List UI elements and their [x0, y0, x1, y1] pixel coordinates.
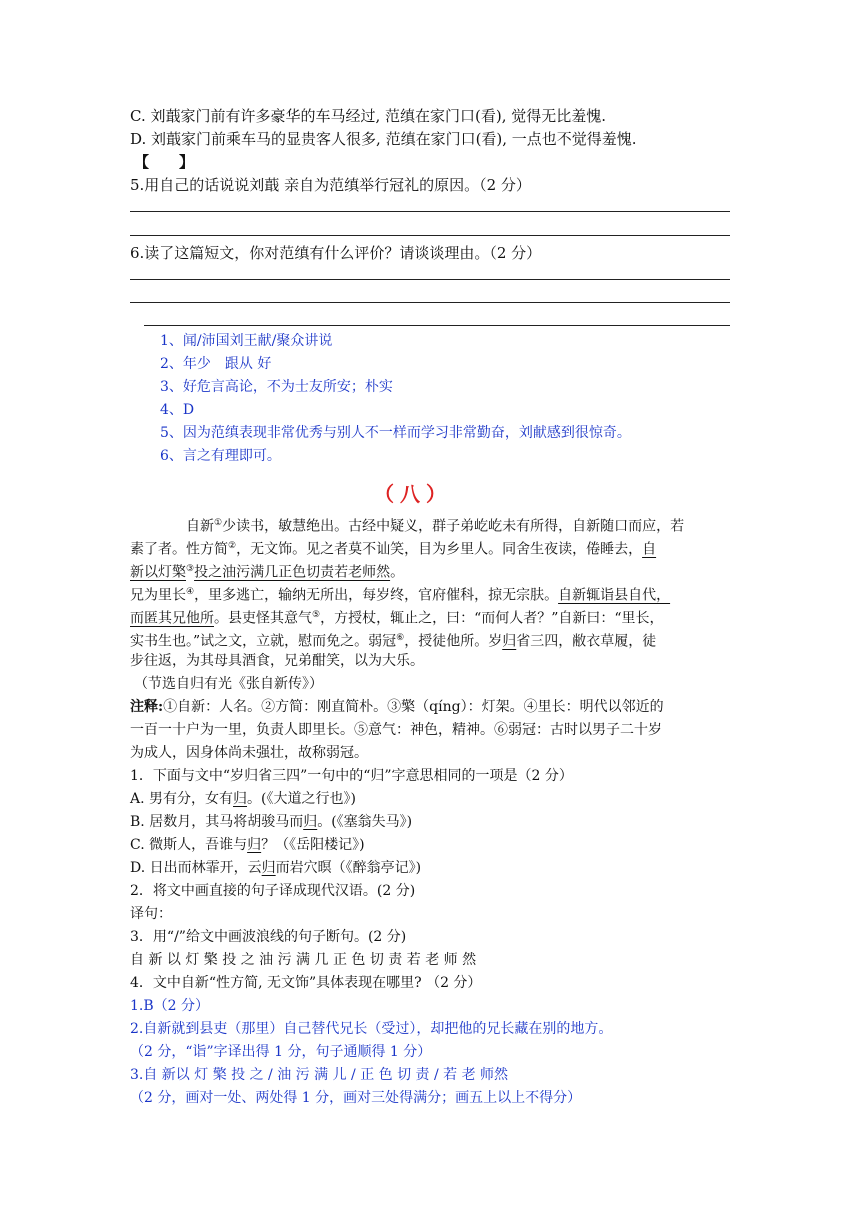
passage-line: 步往返，为其母具酒食，兄弟酣笑，以为大乐。 — [130, 653, 424, 669]
answer-item: （2 分，“诣”字译出得 1 分，句子通顺得 1 分） — [130, 1044, 432, 1060]
answer-line — [130, 279, 730, 280]
question-2: 2．将文中画直接的句子译成现代汉语。(2 分) — [130, 883, 416, 899]
answer-item: 5、因为范缜表现非常优秀与别人不一样而学习非常勤奋，刘献感到很惊奇。 — [160, 425, 631, 441]
passage-source: （节选自归有光《张自新传》） — [134, 676, 323, 692]
passage-line: 新以灯檠③投之油污满几正色切责若老师然。 — [130, 564, 405, 581]
answer-item: 6、言之有理即可。 — [160, 448, 281, 464]
passage-line: 素了者。性方简②，无文饰。见之者莫不讪笑，目为乡里人。同舍生夜读，倦睡去，自 — [130, 541, 657, 558]
question-5: 5.用自己的话说说刘蕺 亲自为范缜举行冠礼的原因。（2 分） — [130, 176, 531, 194]
answer-item: 4、D — [160, 402, 195, 418]
question-3: 3．用“/”给文中画波浪线的句子断句。(2 分) — [130, 929, 407, 945]
passage-line: 实书生也。”试之文，立就，慰而免之。弱冠⑥，授徒他所。岁归省三四，敝衣草履，徒 — [130, 633, 657, 650]
answer-line — [144, 325, 730, 326]
answer-item: 3、好危言高论，不为士友所安；朴实 — [160, 379, 393, 395]
answer-line — [130, 235, 730, 236]
q1-option-b: B. 居数月，其马将胡骏马而归。(《塞翁失马》) — [130, 814, 413, 830]
passage-line: 自新①少读书，敏慧绝出。古经中疑义，群子弟屹屹未有所得，自新随口而应，若 — [186, 518, 685, 535]
question-1: 1．下面与文中“岁归省三四”一句中的“归”字意思相同的一项是（2 分） — [130, 768, 573, 784]
q1-option-c: C. 微斯人，吾谁与归？（《岳阳楼记》) — [130, 837, 365, 853]
passage-line: 而匿其兄他所。县吏怪其意气⑤，方授杖，辄止之，曰：“而何人者？”自新曰：“里长， — [130, 610, 664, 627]
q1-option-a: A. 男有分，女有归。(《大道之行也》) — [130, 791, 356, 807]
answer-bracket: 【 】 — [134, 153, 195, 171]
option-c: C. 刘蕺家门前有许多豪华的车马经过, 范缜在家门口(看), 觉得无比羞愧. — [130, 107, 607, 125]
answer-line — [130, 302, 730, 303]
answer-item: 1.B（2 分） — [130, 998, 210, 1014]
answer-item: （2 分，画对一处、两处得 1 分，画对三处得满分；画五上以上不得分） — [130, 1090, 582, 1106]
notes-line: 为成人，因身体尚未强壮，故称弱冠。 — [130, 745, 368, 761]
answer-item: 2.自新就到县吏（那里）自己替代兄长（受过），却把他的兄长藏在别的地方。 — [130, 1021, 613, 1037]
answer-item: 1、闻/沛国刘王献/聚众讲说 — [160, 333, 333, 349]
translation-label: 译句： — [130, 906, 172, 922]
section-title: （八） — [374, 482, 452, 506]
answer-line — [130, 211, 730, 212]
passage-line: 兄为里长④，里多逃亡，输纳无所出，每岁终，官府催科，掠无宗肤。自新辄诣县自代， — [130, 587, 671, 604]
question-6: 6.读了这篇短文，你对范缜有什么评价？请谈谈理由。（2 分） — [130, 244, 542, 262]
answer-item: 2、年少 跟从 好 — [160, 356, 272, 372]
notes-line: 一百一十户为一里，负责人即里长。⑤意气：神色，精神。⑥弱冠：古时以男子二十岁 — [130, 722, 662, 738]
question-4: 4．文中自新“性方简, 无文饰”具体表现在哪里? （2 分） — [130, 975, 482, 991]
punctuation-text: 自 新 以 灯 檠 投 之 油 污 满 几 正 色 切 责 若 老 师 然 — [130, 952, 477, 968]
option-d: D. 刘蕺家门前乘车马的显贵客人很多, 范缜在家门口(看), 一点也不觉得羞愧. — [130, 130, 637, 148]
q1-option-d: D. 日出而林霏开，云归而岩穴暝（《醉翁亭记》) — [130, 860, 422, 876]
notes-line: 注释:①自新：人名。②方简：刚直简朴。③檠（qíng）：灯架。④里长：明代以邻近的 — [130, 699, 664, 715]
answer-item: 3.自 新以 灯 檠 投 之 / 油 污 满 儿 / 正 色 切 责 / 若 老 师然 — [130, 1067, 509, 1083]
